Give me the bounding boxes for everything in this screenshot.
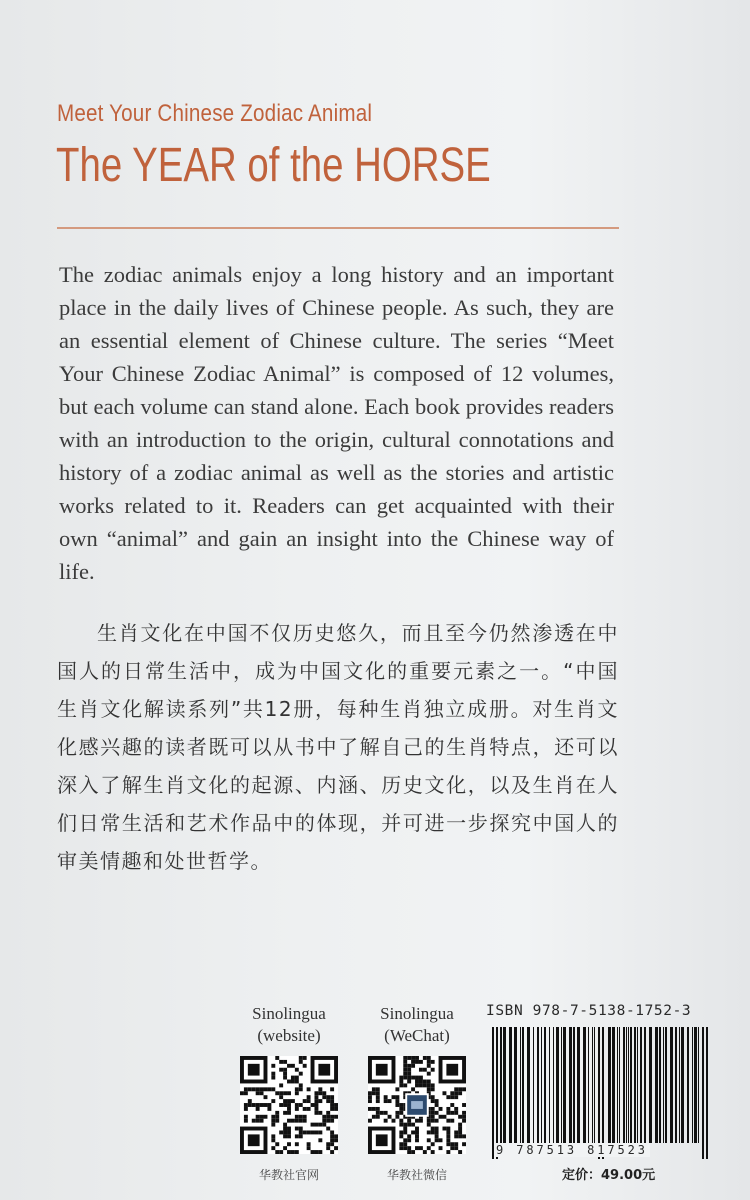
qr-code-icon[interactable] (368, 1056, 466, 1154)
qr-website-block (229, 1003, 349, 1183)
qr-website-sub: (website) (257, 1026, 321, 1045)
book-title: The YEAR of the HORSE (56, 139, 491, 192)
qr-website-caption: 华教社官网 (258, 1168, 319, 1182)
qr-website-name: Sinolingua (252, 1004, 326, 1023)
barcode-digits: 9 787513 817523 (496, 1143, 648, 1157)
qr-wechat-sub: (WeChat) (384, 1026, 450, 1045)
qr-wechat-block (357, 1003, 477, 1183)
series-title: Meet Your Chinese Zodiac Animal (57, 100, 373, 127)
isbn-label: ISBN 978-7-5138-1752-3 (486, 1003, 692, 1019)
title-divider (57, 227, 619, 229)
english-description: The zodiac animals enjoy a long history and an important place in the daily lives of Chinese people. As such, they are an essential element of Chinese culture. The series “Meet Your Chinese Zodiac Animal” is composed of 12 volumes, but each volume can stand alone. Each book provides readers with an introduction to the origin, cultural connotations and history of a zodiac animal as well as the stories and artistic works related to it. Readers can get acquainted with their own “animal” and gain an insight into the Chinese way of life. (59, 262, 614, 584)
price-label: 定价：49.00元 (562, 1168, 656, 1183)
qr-wechat-caption: 华教社微信 (386, 1168, 447, 1182)
qr-code-icon[interactable] (240, 1056, 338, 1154)
qr-wechat-name: Sinolingua (380, 1004, 454, 1023)
chinese-description: 生肖文化在中国不仅历史悠久，而且至今仍然渗透在中国人的日常生活中，成为中国文化的重要元素之一。“中国生肖文化解读系列”共12册，每种生肖独立成册。对生肖文化感兴趣的读者既可以从书中了解自己的生肖特点，还可以深入了解生肖文化的起源、内涵、历史文化，以及生肖在人们日常生活和艺术作品中的体现，并可进一步探究中国人的审美情趣和处世哲学。 (57, 621, 619, 873)
